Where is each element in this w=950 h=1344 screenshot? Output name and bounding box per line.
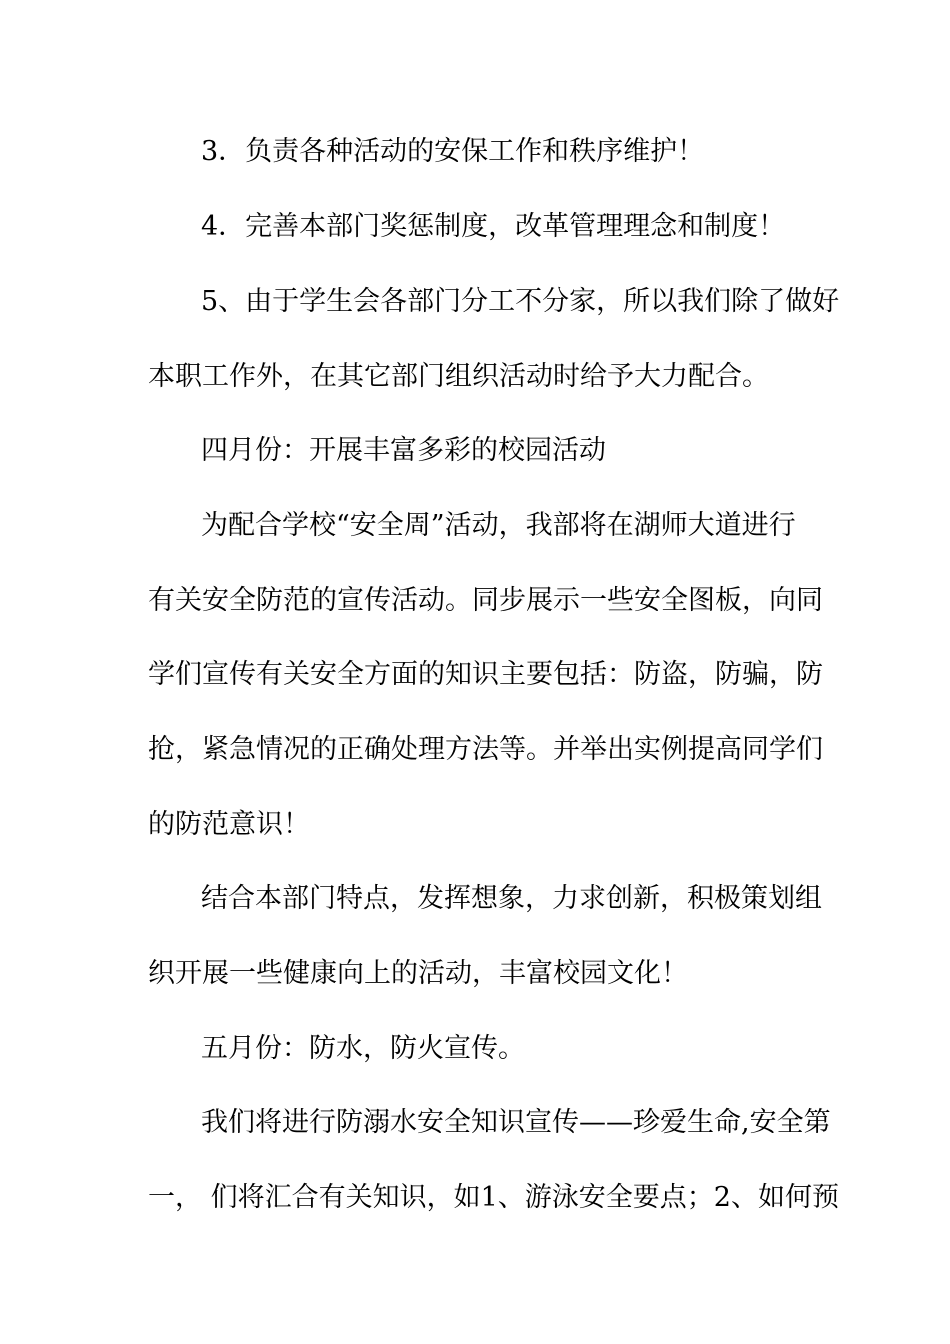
section-heading: 五月份：防水，防火宣传。 bbox=[201, 1033, 525, 1064]
section-heading: 四月份：开展丰富多彩的校园活动 bbox=[201, 435, 606, 466]
paragraph-line: 本职工作外，在其它部门组织活动时给予大力配合。 bbox=[148, 361, 769, 392]
paragraph-line: 有关安全防范的宣传活动。同步展示一些安全图板，向同 bbox=[148, 585, 823, 616]
paragraph-line: 4．完善本部门奖惩制度，改革管理理念和制度！ bbox=[201, 211, 786, 242]
paragraph-line: 结合本部门特点，发挥想象，力求创新，积极策划组 bbox=[201, 883, 822, 914]
paragraph-line: 5、由于学生会各部门分工不分家，所以我们除了做好 bbox=[201, 286, 840, 317]
paragraph-line: 学们宣传有关安全方面的知识主要包括：防盗，防骗，防 bbox=[148, 659, 823, 690]
paragraph-line: 为配合学校“安全周”活动，我部将在湖师大道进行 bbox=[201, 510, 796, 541]
paragraph-line: 我们将进行防溺水安全知识宣传——珍爱生命,安全第 bbox=[201, 1107, 831, 1138]
paragraph-line: 3．负责各种活动的安保工作和秩序维护！ bbox=[201, 136, 705, 167]
paragraph-line: 织开展一些健康向上的活动，丰富校园文化！ bbox=[148, 958, 688, 989]
paragraph-line: 的防范意识！ bbox=[148, 809, 310, 840]
paragraph-line: 抢，紧急情况的正确处理方法等。并举出实例提高同学们 bbox=[148, 734, 823, 765]
paragraph-line: 一， 们将汇合有关知识，如1、游泳安全要点；2、如何预 bbox=[148, 1182, 839, 1213]
